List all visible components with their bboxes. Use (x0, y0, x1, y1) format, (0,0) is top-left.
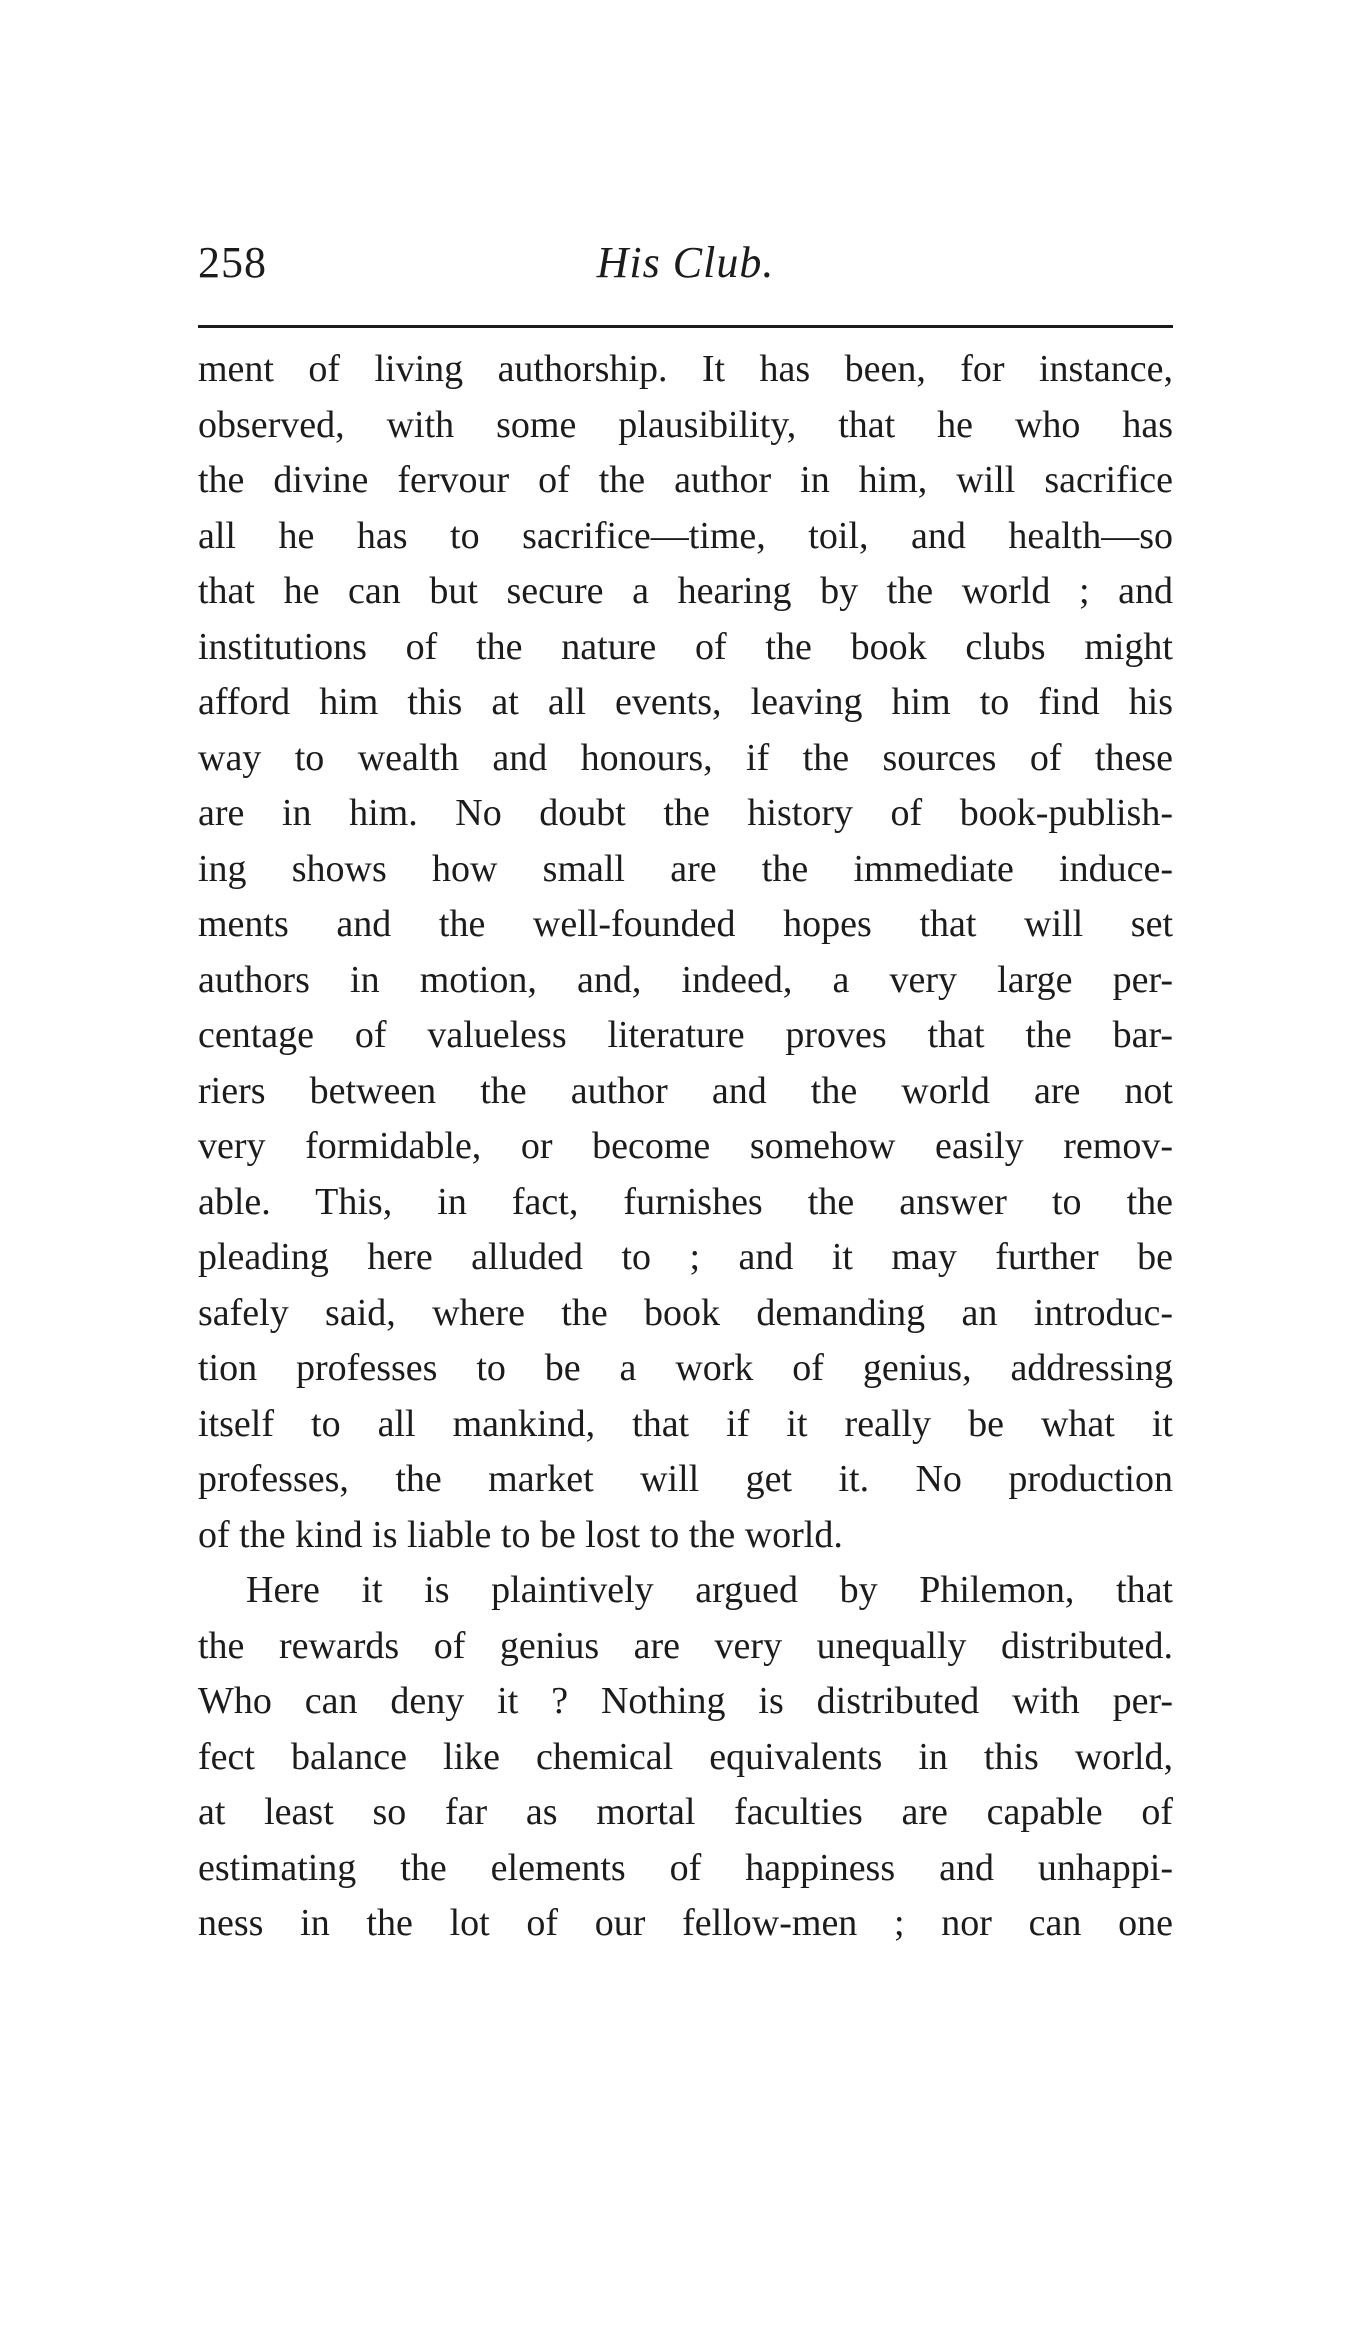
text-line: way to wealth and honours, if the sources of these (198, 736, 1173, 779)
text-line: ment of living authorship. It has been, for instance, (198, 348, 1173, 390)
text-line: all he has to sacrifice—time, toil, and health—so (198, 514, 1173, 557)
text-line: of the kind is liable to be lost to the world. (198, 1513, 843, 1556)
text-line: are in him. No doubt the history of book-publish- (198, 792, 1173, 834)
text-line: centage of valueless literature proves that the bar- (198, 1014, 1173, 1056)
text-line: observed, with some plausibility, that he who has (198, 403, 1173, 446)
text-line: at least so far as mortal faculties are capable of (198, 1791, 1173, 1833)
text-line: riers between the author and the world are not (198, 1069, 1173, 1112)
text-line: institutions of the nature of the book clubs might (198, 625, 1173, 668)
text-line: itself to all mankind, that if it really be what it (198, 1402, 1173, 1445)
body-text (198, 342, 1173, 1952)
text-line: ing shows how small are the immediate induce- (198, 847, 1173, 890)
paragraph-1 (198, 342, 1173, 1563)
text-line: ness in the lot of our fellow-men ; nor can one (198, 1902, 1173, 1944)
running-title: His Club. (596, 238, 775, 287)
text-line: that he can but secure a hearing by the world ; and (198, 570, 1173, 612)
header-rule (198, 325, 1173, 328)
text-line: Who can deny it ? Nothing is distributed with per- (198, 1680, 1173, 1722)
text-line: Here it is plaintively argued by Philemon, that (246, 1569, 1173, 1611)
text-line: very formidable, or become somehow easily remov- (198, 1125, 1173, 1167)
text-line: professes, the market will get it. No production (198, 1458, 1173, 1500)
text-line: pleading here alluded to ; and it may further be (198, 1236, 1173, 1278)
text-line: the divine fervour of the author in him, will sacrifice (198, 459, 1173, 501)
text-line: safely said, where the book demanding an introduc- (198, 1291, 1173, 1334)
text-line: tion professes to be a work of genius, addressing (198, 1347, 1173, 1389)
text-line: afford him this at all events, leaving him to find his (198, 681, 1173, 723)
text-line: able. This, in fact, furnishes the answer to the (198, 1180, 1173, 1223)
paragraph-2 (198, 1563, 1173, 1952)
text-line: authors in motion, and, indeed, a very large per- (198, 958, 1173, 1001)
page-header (198, 228, 1173, 298)
text-line: the rewards of genius are very unequally distributed. (198, 1624, 1173, 1667)
text-line: estimating the elements of happiness and unhappi- (198, 1846, 1173, 1889)
text-line: ments and the well-founded hopes that will set (198, 903, 1173, 945)
text-line: fect balance like chemical equivalents in this world, (198, 1735, 1173, 1778)
page-number: 258 (198, 238, 267, 287)
